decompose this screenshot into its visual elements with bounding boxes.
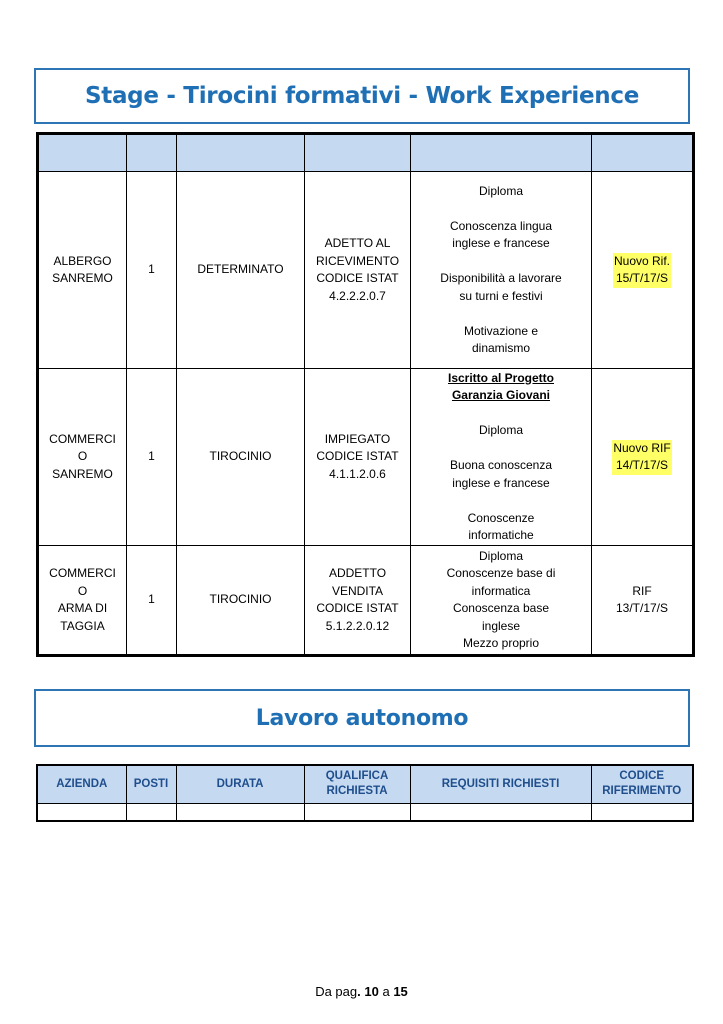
footer-prefix: Da pag [315, 984, 358, 999]
codice-cell [592, 172, 694, 369]
header-codice-text: CODICE RIFERIMENTO [602, 770, 682, 798]
azienda-cell [38, 369, 127, 546]
codice-cell [592, 369, 694, 546]
azienda-cell [38, 546, 127, 656]
empty-cell [37, 803, 126, 821]
requisiti-cell [411, 546, 592, 656]
table-row-empty [37, 803, 693, 821]
offers-table-autonomo [36, 764, 694, 822]
section-title-autonomo: Lavoro autonomo [255, 705, 469, 731]
requisito-item: Motivazione e dinamismo [463, 323, 539, 355]
azienda-text: COMMERCI O ARMA DI TAGGIA [49, 566, 116, 633]
empty-cell [176, 803, 304, 821]
header-cell-empty [305, 134, 411, 172]
header-posti: POSTI [126, 765, 176, 803]
requisiti-cell [411, 172, 592, 369]
empty-cell [410, 803, 591, 821]
header-cell-empty [411, 134, 592, 172]
header-cell-empty [592, 134, 694, 172]
requisiti-text: Diploma Conoscenze base di informatica Conoscenza base inglese Mezzo proprio [446, 548, 556, 650]
azienda-text: COMMERCI O SANREMO [49, 431, 116, 481]
offers-table-stage [36, 132, 695, 657]
section-title-stage: Stage - Tirocini formativi - Work Experience [85, 83, 639, 109]
requisito-item: Conoscenze informatiche [467, 510, 535, 542]
qualifica-cell [305, 546, 411, 656]
header-cell-empty [177, 134, 305, 172]
empty-cell [304, 803, 410, 821]
posti-cell: 1 [127, 172, 177, 369]
table-header-row [38, 134, 694, 172]
codice-cell [592, 546, 694, 656]
footer-sep: a [382, 984, 390, 999]
table-row [38, 546, 694, 656]
codice-text: RIF 13/T/17/S [615, 583, 669, 615]
header-durata: DURATA [176, 765, 304, 803]
table-row [38, 172, 694, 369]
section-title-box-stage [34, 68, 690, 124]
qualifica-text: IMPIEGATO CODICE ISTAT 4.1.1.2.0.6 [316, 431, 399, 481]
header-cell-empty [38, 134, 127, 172]
azienda-cell [38, 172, 127, 369]
durata-cell: TIROCINIO [177, 546, 305, 656]
posti-cell: 1 [127, 369, 177, 546]
header-codice [591, 765, 693, 803]
empty-cell [591, 803, 693, 821]
requisito-title: Iscritto al Progetto Garanzia Giovani [447, 370, 554, 402]
footer-page: 10 [364, 984, 379, 999]
requisito-item: Diploma [478, 423, 523, 437]
requisiti-cell [411, 369, 592, 546]
header-qualifica [304, 765, 410, 803]
codice-highlighted: Nuovo Rif. 15/T/17/S [613, 253, 671, 288]
footer-total: 15 [393, 984, 408, 999]
azienda-text: ALBERGO SANREMO [52, 253, 113, 285]
requisito-item: Buona conoscenza inglese e francese [449, 458, 553, 490]
page-footer [0, 984, 723, 999]
empty-cell [126, 803, 176, 821]
requisito-item: Conoscenza lingua inglese e francese [449, 218, 553, 250]
table-row [38, 369, 694, 546]
codice-highlighted: Nuovo RIF 14/T/17/S [612, 440, 671, 475]
section-title-box-autonomo [34, 689, 690, 747]
header-cell-empty [127, 134, 177, 172]
header-azienda: AZIENDA [37, 765, 126, 803]
durata-cell: TIROCINIO [177, 369, 305, 546]
qualifica-text: ADDETTO VENDITA CODICE ISTAT 5.1.2.2.0.12 [316, 566, 399, 633]
table-header-row [37, 765, 693, 803]
header-requisiti: REQUISITI RICHIESTI [410, 765, 591, 803]
requisito-item: Diploma [478, 183, 523, 198]
posti-cell: 1 [127, 546, 177, 656]
qualifica-cell [305, 172, 411, 369]
requisito-item: Disponibilità a lavorare su turni e festivi [440, 271, 562, 303]
qualifica-cell [305, 369, 411, 546]
durata-cell: DETERMINATO [177, 172, 305, 369]
footer-dot: . [357, 984, 361, 999]
qualifica-text: ADETTO AL RICEVIMENTO CODICE ISTAT 4.2.2.2.0.7 [315, 236, 400, 303]
header-qualifica-text: QUALIFICA RICHIESTA [325, 770, 389, 798]
